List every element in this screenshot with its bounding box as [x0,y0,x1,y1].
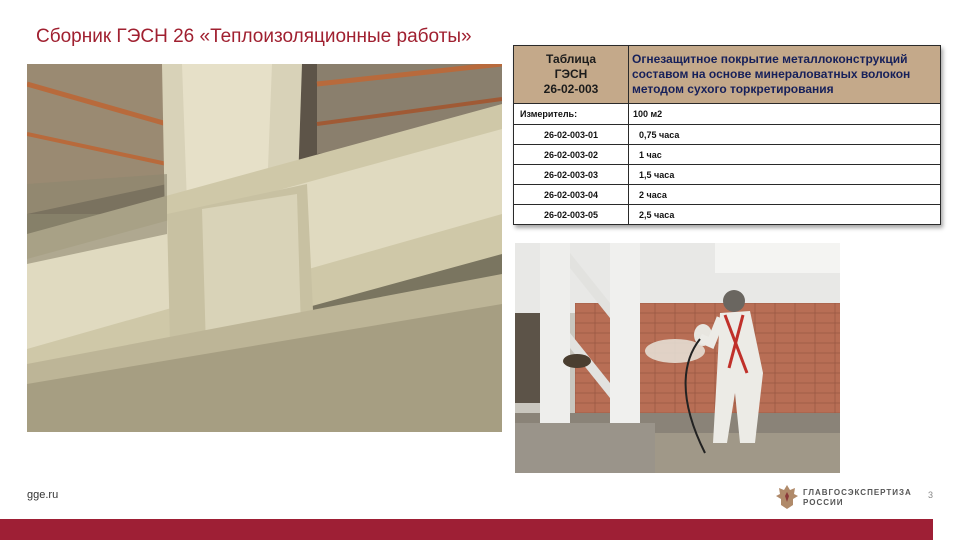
bottom-accent-bar [0,519,933,540]
table-header-row [514,46,941,104]
glavgosexpertiza-logo [775,483,925,513]
table-row [514,145,941,165]
table-label: Таблица [545,52,596,66]
table-row [514,125,941,145]
worker-spraying-photo [515,243,840,473]
measure-label: Измеритель: [514,104,629,125]
gesn-table [513,45,941,225]
row-value: 1 час [629,145,941,165]
row-code: 26-02-003-05 [514,205,629,225]
logo-line2: РОССИИ [803,498,844,507]
row-code: 26-02-003-01 [514,125,629,145]
page-number: 3 [928,490,934,500]
slide-title: Сборник ГЭСН 26 «Теплоизоляционные работы» [36,26,472,47]
table-id-cell [514,46,629,104]
row-value: 0,75 часа [629,125,941,145]
table-prefix: ГЭСН [554,67,588,81]
row-code: 26-02-003-04 [514,185,629,205]
measure-value: 100 м2 [629,104,941,125]
measure-row [514,104,941,125]
row-code: 26-02-003-03 [514,165,629,185]
footer-url[interactable]: gge.ru [27,489,59,501]
logo-line1: ГЛАВГОСЭКСПЕРТИЗА [803,488,912,497]
row-value: 2 часа [629,185,941,205]
table-row [514,205,941,225]
table-row [514,165,941,185]
logo-text [803,488,912,508]
eagle-emblem-icon [775,483,799,511]
row-value: 2,5 часа [629,205,941,225]
table-row [514,185,941,205]
steel-beam-photo [27,64,502,432]
table-description: Огнезащитное покрытие металлоконструкций составом на основе минераловатных волокон методом сухого торкретирования [629,46,941,104]
row-value: 1,5 часа [629,165,941,185]
table-number: 26-02-003 [543,82,599,96]
row-code: 26-02-003-02 [514,145,629,165]
